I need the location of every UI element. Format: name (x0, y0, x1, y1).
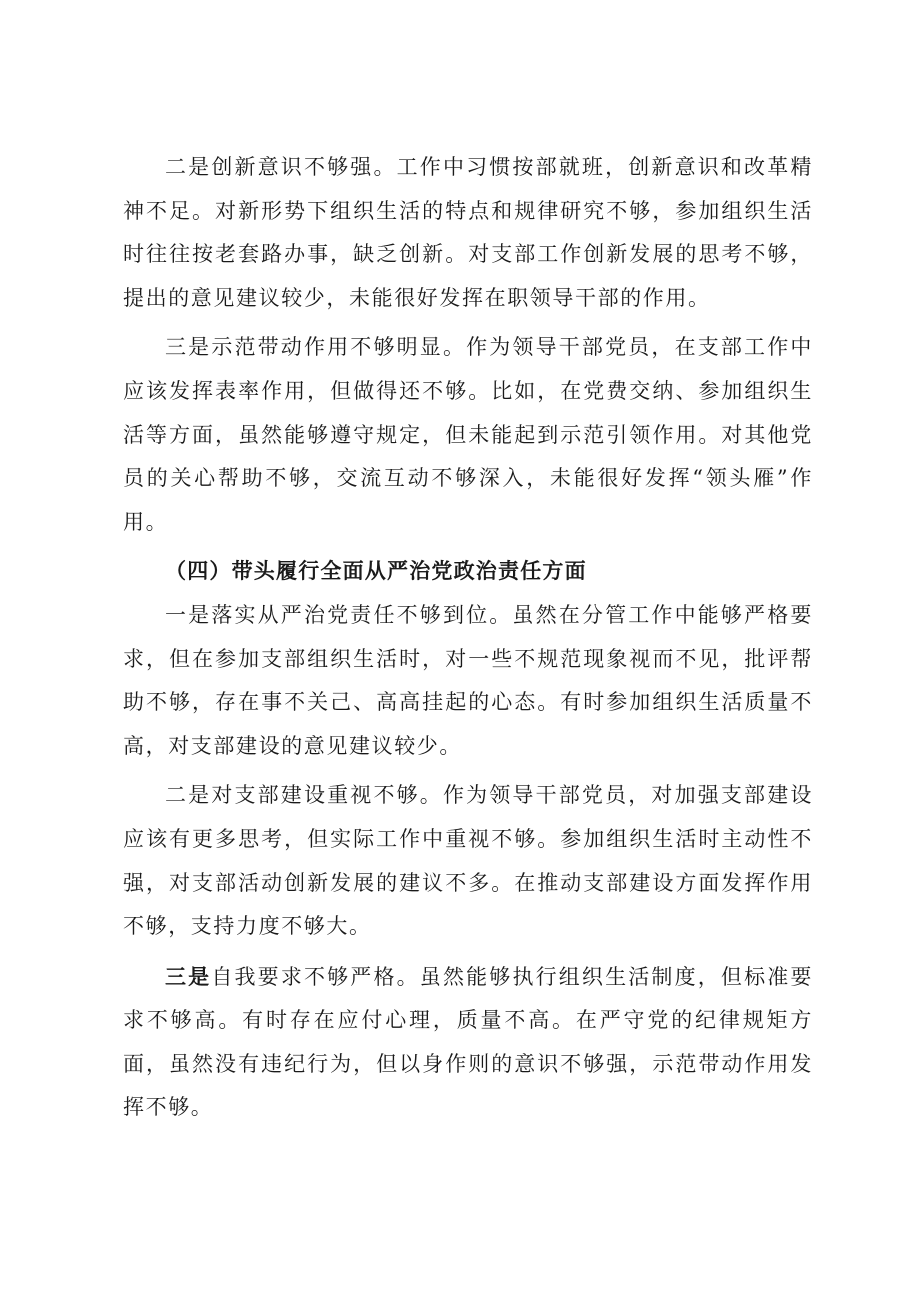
paragraph-self-discipline (123, 955, 813, 1130)
paragraph-responsibility: 一是落实从严治党责任不够到位。虽然在分管工作中能够严格要求，但在参加支部组织生活时，对一些不规范现象视而不见，批评帮助不够，存在事不关己、高高挂起的心态。有时参加组织生活质量不高，对支部建设的意见建议较少。 (123, 602, 813, 758)
paragraph-exemplary-role: 三是示范带动作用不够明显。作为领导干部党员，在支部工作中应该发挥表率作用，但做得还不够。比如，在党费交纳、参加组织生活等方面，虽然能够遵守规定，但未能起到示范引领作用。对其他党员的关心帮助不够，交流互动不够深入，未能很好发挥“领头雁”作用。 (123, 335, 813, 534)
paragraph-branch-building: 二是对支部建设重视不够。作为领导干部党员，对加强支部建设应该有更多思考，但实际工作中重视不够。参加组织生活时主动性不强，对支部活动创新发展的建议不多。在推动支部建设方面发挥作用不够，支持力度不够大。 (123, 783, 813, 939)
document-page (123, 146, 813, 1130)
paragraph-innovation: 二是创新意识不够强。工作中习惯按部就班，创新意识和改革精神不足。对新形势下组织生活的特点和规律研究不够，参加组织生活时往往按老套路办事，缺乏创新。对支部工作创新发展的思考不够，提出的意见建议较少，未能很好发挥在职领导干部的作用。 (123, 155, 813, 310)
paragraph-body: 自我要求不够严格。虽然能够执行组织生活制度，但标准要求不够高。有时存在应付心理，质量不高。在严守党的纪律规矩方面，虽然没有违纪行为，但以身作则的意识不够强，示范带动作用发挥不够。 (123, 964, 813, 1120)
paragraph-lead: 三是 (165, 963, 212, 989)
section-heading: （四）带头履行全面从严治党政治责任方面 (165, 559, 587, 584)
